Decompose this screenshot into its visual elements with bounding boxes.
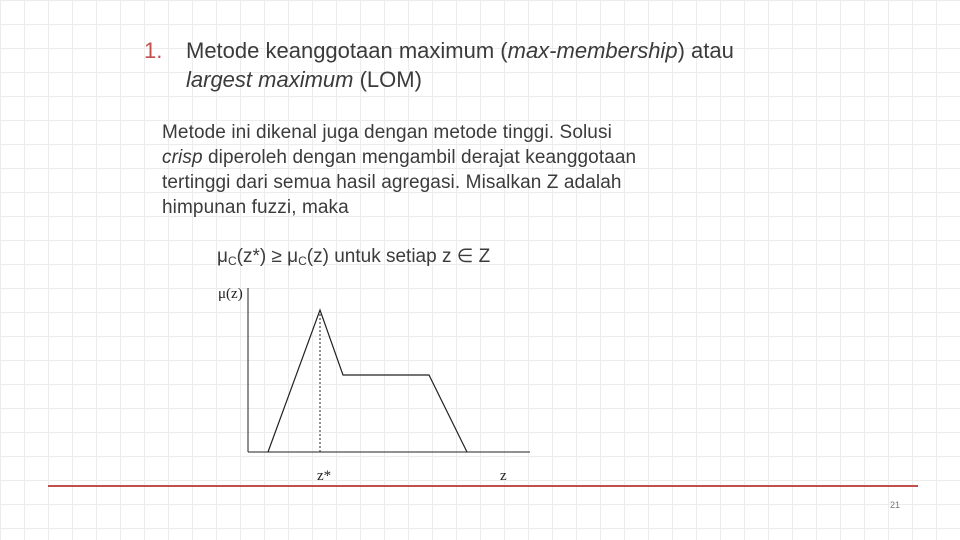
formula-arg-1: (z*) ≥ — [236, 246, 288, 267]
formula-mu-1: μ — [217, 246, 228, 267]
heading-number: 1. — [144, 38, 163, 63]
paragraph-line-3: tertinggi dari semua hasil agregasi. Misalkan Z adalah — [162, 172, 622, 193]
page-number: 21 — [890, 500, 901, 510]
diagram-label-z-star: z* — [317, 468, 332, 484]
description-paragraph — [162, 120, 782, 220]
membership-formula — [217, 244, 490, 274]
paragraph-line-1: Metode ini dikenal juga dengan metode tinggi. Solusi — [162, 122, 612, 143]
formula-sub-2: C — [298, 254, 307, 268]
heading-part3: ) atau — [677, 38, 734, 63]
heading-part5: (LOM) — [353, 67, 422, 92]
formula-mu-2: μ — [287, 246, 299, 267]
heading-term-max-membership: max-membership — [507, 38, 678, 63]
heading-part1: Metode keanggotaan maximum ( — [186, 38, 508, 63]
footer-rule — [48, 485, 918, 487]
paragraph-term-crisp: crisp — [162, 147, 203, 168]
paragraph-line-4: himpunan fuzzi, maka — [162, 197, 349, 218]
diagram-y-label: μ(z) — [218, 286, 243, 302]
membership-curve — [268, 310, 467, 452]
membership-diagram — [200, 280, 540, 490]
diagram-label-z: z — [500, 468, 507, 484]
heading-text — [186, 36, 784, 94]
heading-term-largest-maximum: largest maximum — [186, 67, 354, 92]
slide-heading — [144, 36, 784, 94]
formula-sub-1: C — [227, 254, 237, 268]
formula-arg-2: (z) untuk setiap z ∈ Z — [306, 246, 491, 267]
paragraph-line-2: diperoleh dengan mengambil derajat keanggotaan — [202, 147, 637, 168]
